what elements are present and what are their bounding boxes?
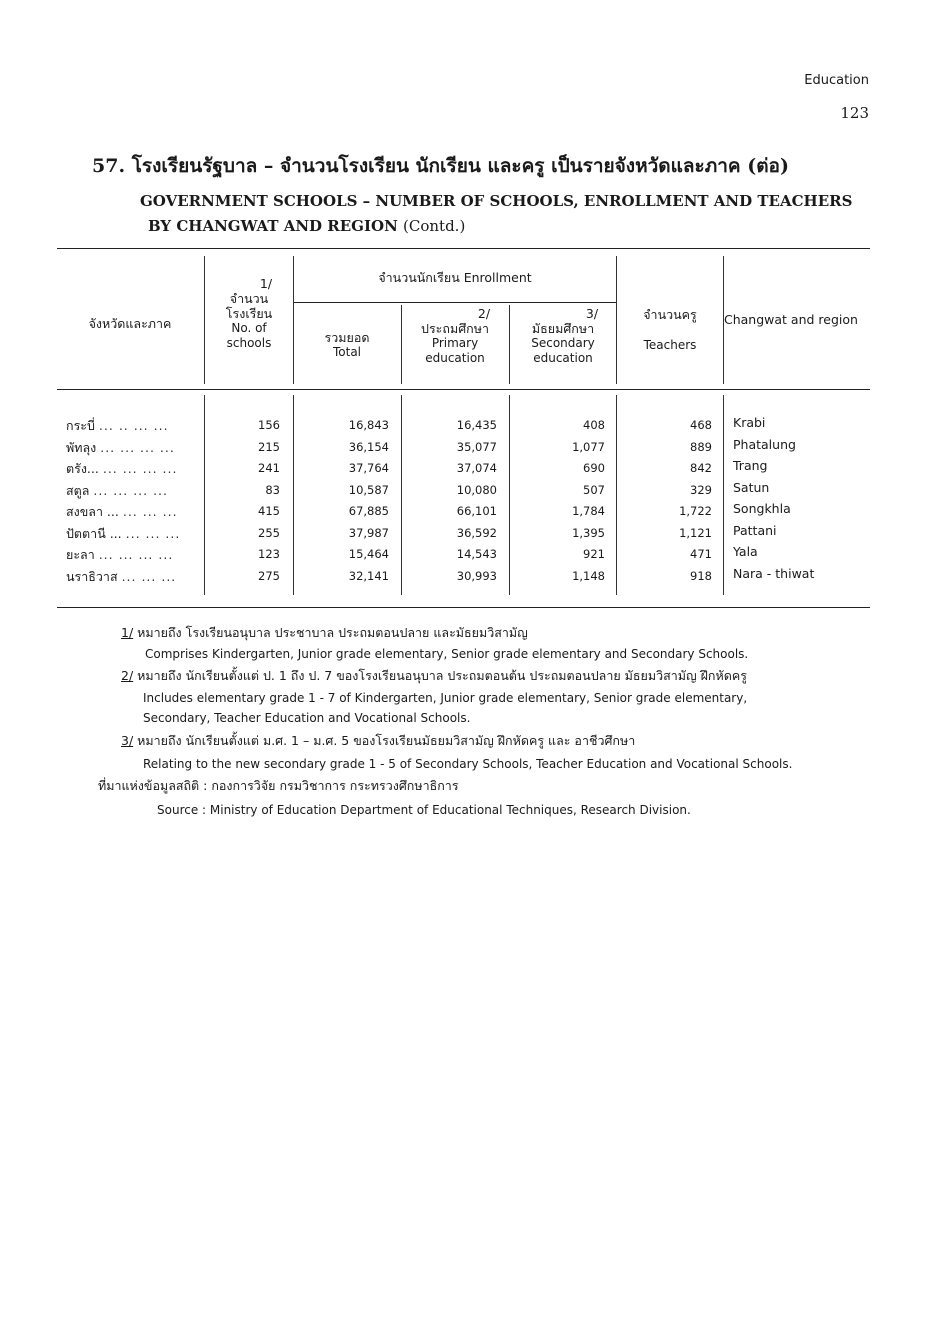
header-schools [206, 276, 292, 351]
row-schools-value: 123 [258, 547, 280, 561]
province-thai-name: นราธิวาส [66, 568, 118, 584]
schools-footnote-ref: 1/ [259, 276, 273, 291]
header-province-thai: จังหวัดและภาค [88, 316, 172, 331]
title-thai-text: โรงเรียนรัฐบาล – จำนวนโรงเรียน นักเรียน และครู เป็นรายจังหวัดและภาค (ต่อ) [131, 155, 789, 177]
teachers-thai: จำนวนครู [643, 307, 697, 322]
row-total-value: 10,587 [348, 482, 389, 497]
row-primary-value: 66,101 [456, 504, 497, 518]
row-teachers-value: 468 [690, 418, 712, 432]
row-province-thai [66, 480, 200, 502]
source-english: Source : Ministry of Education Department of Educational Techniques, Research Division. [157, 803, 691, 817]
enrollment-group-rule [294, 302, 616, 303]
header-teachers [618, 300, 722, 360]
header-enrollment-group: จำนวนนักเรียน Enrollment [378, 270, 532, 285]
footnote-1-thai [121, 623, 528, 643]
footnote-2-english-line1: Includes elementary grade 1 - 7 of Kindergarten, Junior grade elementary, Senior grade elementary, [143, 691, 748, 705]
table-title-english [140, 189, 880, 239]
row-primary-value: 30,993 [456, 568, 497, 583]
leader-dots: ... ... ... [121, 568, 177, 584]
footnote-2-thai-text: หมายถึง นักเรียนตั้งแต่ ป. 1 ถึง ป. 7 ของโรงเรียนอนุบาล ประถมตอนต้น ประถมตอนปลาย มัธยมวิสามัญ ฝึกหัดครู [137, 668, 747, 683]
row-primary-value: 10,080 [456, 482, 497, 497]
row-province-thai [66, 501, 200, 523]
primary-english: Primary education [425, 336, 485, 365]
row-primary-value: 35,077 [456, 439, 497, 454]
province-thai-name: กระบี่ [66, 418, 95, 433]
row-teachers-value: 329 [690, 482, 712, 497]
row-secondary-value: 921 [583, 547, 605, 561]
primary-thai: ประถมศึกษา [421, 321, 489, 336]
leader-dots: ... ... ... ... [102, 461, 178, 476]
table-top-rule [57, 248, 870, 249]
row-schools-value: 415 [258, 504, 280, 518]
total-english: Total [332, 345, 362, 359]
leader-dots: ... ... ... ... [93, 482, 169, 498]
row-teachers-value: 842 [690, 461, 712, 475]
row-secondary-value: 1,148 [572, 568, 605, 583]
table-title-thai [92, 151, 882, 181]
row-province-thai [66, 566, 200, 588]
body-divider-2 [293, 395, 294, 595]
header-secondary [511, 306, 615, 366]
province-thai-name: สงขลา ... [66, 504, 119, 519]
row-changwat-english: Phatalung [733, 436, 796, 452]
row-changwat-english: Satun [733, 479, 770, 495]
table-number: 57. [92, 155, 126, 177]
page-number: 123 [840, 104, 869, 122]
row-schools-value: 83 [265, 482, 280, 497]
primary-footnote-ref: 2/ [477, 306, 491, 321]
row-total-value: 32,141 [348, 568, 389, 583]
row-changwat-english: Songkhla [733, 501, 791, 516]
col-divider-4 [509, 305, 510, 384]
title-english-line1: GOVERNMENT SCHOOLS – NUMBER OF SCHOOLS, ENROLLMENT AND TEACHERS [140, 192, 853, 210]
row-changwat-english: Pattani [733, 522, 777, 538]
schools-english: No. of schools [226, 321, 272, 350]
row-schools-value: 241 [258, 461, 280, 475]
row-schools-value: 275 [258, 568, 280, 583]
title-contd: (Contd.) [403, 217, 466, 235]
footnote-1-thai-text: หมายถึง โรงเรียนอนุบาล ประชาบาล ประถมตอนปลาย และมัธยมวิสามัญ [137, 625, 528, 640]
footnote-3-mark: 3/ [121, 733, 134, 748]
row-teachers-value: 918 [690, 568, 712, 583]
footnote-2-english-line2: Secondary, Teacher Education and Vocational Schools. [143, 711, 471, 725]
row-total-value: 36,154 [348, 439, 389, 454]
row-teachers-value: 889 [690, 439, 712, 454]
row-teachers-value: 1,121 [679, 525, 712, 540]
secondary-thai: มัธยมศึกษา [531, 321, 595, 336]
secondary-footnote-ref: 3/ [585, 306, 599, 321]
col-divider-2 [293, 256, 294, 384]
col-divider-3 [401, 305, 402, 384]
row-secondary-value: 1,077 [572, 439, 605, 454]
row-total-value: 16,843 [348, 418, 389, 432]
row-teachers-value: 1,722 [679, 504, 712, 518]
header-bottom-rule [57, 389, 870, 390]
row-total-value: 15,464 [348, 547, 389, 561]
schools-thai: จำนวน โรงเรียน [225, 291, 273, 321]
title-english-line2: BY CHANGWAT AND REGION [148, 217, 398, 235]
row-primary-value: 16,435 [456, 418, 497, 432]
row-changwat-english: Nara - thiwat [733, 565, 815, 581]
row-changwat-english: Trang [733, 458, 768, 473]
row-total-value: 37,764 [348, 461, 389, 475]
province-thai-name: ปัตตานี ... [66, 525, 122, 541]
row-total-value: 37,987 [348, 525, 389, 540]
leader-dots: ... ... ... [122, 504, 178, 519]
footnote-3-thai-text: หมายถึง นักเรียนตั้งแต่ ม.ศ. 1 – ม.ศ. 5 ของโรงเรียนมัธยมวิสามัญ ฝึกหัดครู และ อาชีวศึกษา [137, 733, 636, 748]
header-total [295, 330, 399, 360]
row-changwat-english: Yala [733, 544, 758, 559]
row-province-thai [66, 458, 200, 480]
footnote-2-thai [121, 666, 747, 686]
footnote-2-mark: 2/ [121, 668, 134, 683]
table-bottom-rule [57, 607, 870, 608]
province-thai-name: สตูล [66, 482, 90, 498]
row-schools-value: 156 [258, 418, 280, 432]
body-divider-4 [509, 395, 510, 595]
leader-dots: ... ... ... ... [98, 547, 174, 562]
source-thai: ที่มาแห่งข้อมูลสถิติ : กองการวิจัย กรมวิชาการ กระทรวงศึกษาธิการ [98, 778, 459, 793]
row-province-thai [66, 544, 200, 566]
row-secondary-value: 408 [583, 418, 605, 432]
row-secondary-value: 507 [583, 482, 605, 497]
body-divider-3 [401, 395, 402, 595]
leader-dots: ... ... ... [125, 525, 181, 541]
header-primary [403, 306, 507, 366]
row-primary-value: 37,074 [456, 461, 497, 475]
province-thai-name: พัทลุง [66, 439, 97, 455]
row-secondary-value: 1,395 [572, 525, 605, 540]
title-english-line2-wrap [140, 214, 880, 239]
secondary-english: Secondary education [531, 336, 595, 365]
row-province-thai [66, 523, 200, 545]
row-total-value: 67,885 [348, 504, 389, 518]
row-province-thai [66, 437, 200, 459]
footnote-3-thai [121, 731, 635, 751]
header-changwat-english: Changwat and region [724, 312, 858, 327]
row-province-thai [66, 415, 200, 437]
footnote-1-mark: 1/ [121, 625, 134, 640]
province-thai-name: ตรัง... [66, 461, 99, 476]
total-thai: รวมยอด [324, 330, 370, 345]
row-secondary-value: 1,784 [572, 504, 605, 518]
section-label: Education [804, 73, 869, 88]
row-changwat-english: Krabi [733, 415, 766, 430]
row-schools-value: 215 [258, 439, 280, 454]
leader-dots: ... .. ... ... [98, 418, 169, 433]
row-secondary-value: 690 [583, 461, 605, 475]
body-divider-1 [204, 395, 205, 595]
leader-dots: ... ... ... ... [100, 439, 175, 455]
footnote-1-english: Comprises Kindergarten, Junior grade elementary, Senior grade elementary and Secondary Schools. [145, 647, 749, 661]
footnote-3-english: Relating to the new secondary grade 1 - 5 of Secondary Schools, Teacher Education and Vocational Schools. [143, 757, 793, 771]
col-divider-5 [616, 256, 617, 384]
row-schools-value: 255 [258, 525, 280, 540]
province-thai-name: ยะลา [66, 547, 95, 562]
row-primary-value: 14,543 [456, 547, 497, 561]
row-primary-value: 36,592 [456, 525, 497, 540]
body-divider-5 [616, 395, 617, 595]
row-teachers-value: 471 [690, 547, 712, 561]
teachers-english: Teachers [643, 338, 697, 352]
col-divider-1 [204, 256, 205, 384]
body-divider-6 [723, 395, 724, 595]
